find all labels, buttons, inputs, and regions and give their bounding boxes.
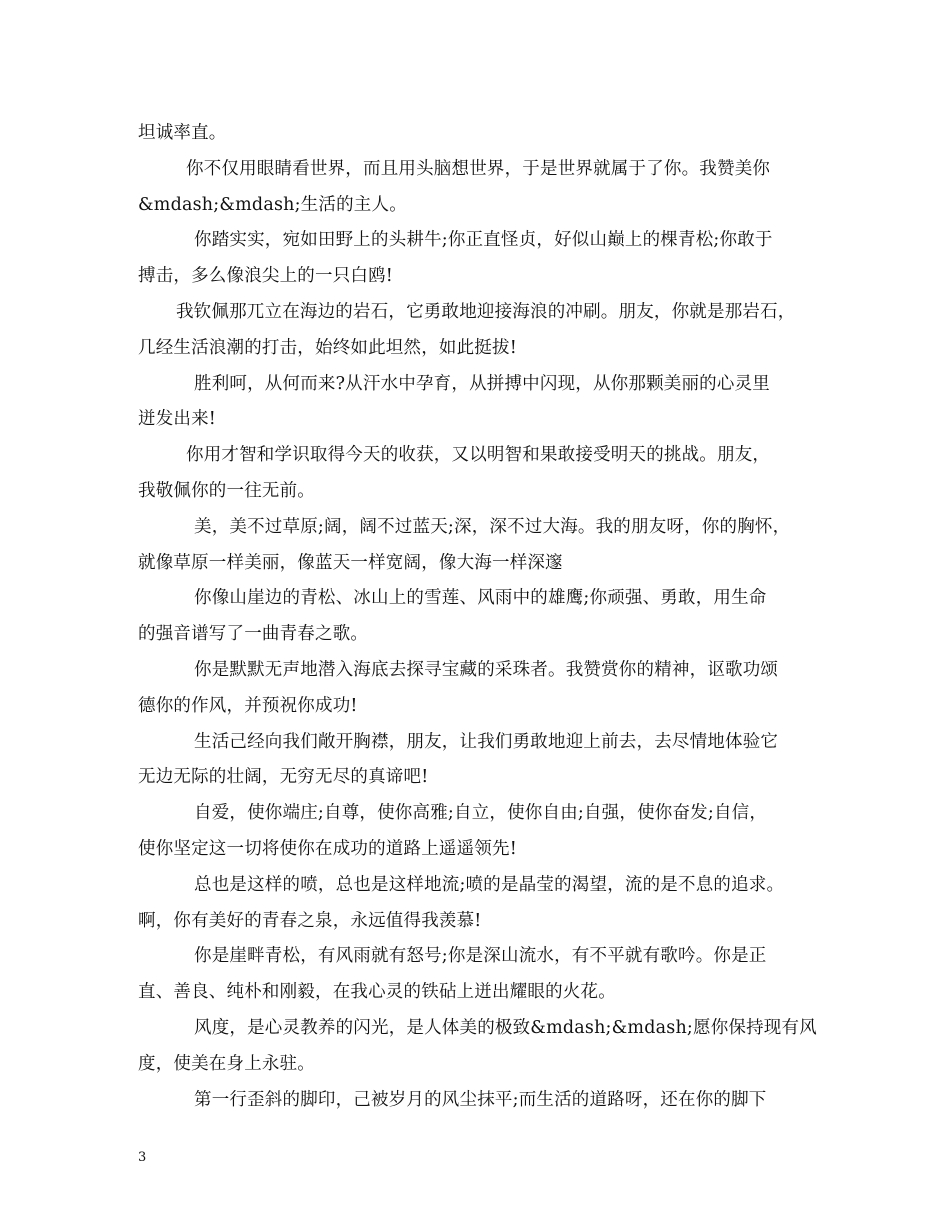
page-number: 3: [138, 1150, 147, 1165]
text-line: 搏击，多么像浪尖上的一只白鸥!: [138, 266, 394, 287]
text-line: 美，美不过草原;阔，阔不过蓝天;深，深不过大海。我的朋友呀，你的胸怀，: [194, 516, 791, 537]
text-line: 胜利呵，从何而来?从汗水中孕育，从拼搏中闪现，从你那颗美丽的心灵里: [194, 373, 770, 394]
text-line: 迸发出来!: [138, 409, 217, 430]
text-line: 你是默默无声地潜入海底去探寻宝藏的采珠者。我赞赏你的精神，讴歌功颂: [194, 659, 779, 680]
text-line: 坦诚率直。: [138, 123, 227, 143]
text-line: 的强音谱写了一曲青春之歌。: [138, 624, 369, 645]
text-line: 直、善良、纯朴和刚毅，在我心灵的铁砧上迸出耀眼的火花。: [138, 982, 616, 1003]
text-line: 度，使美在身上永驻。: [138, 1053, 315, 1074]
text-line: 风度，是心灵教养的闪光，是人体美的极致&mdash;&mdash;愿你保持现有风: [194, 1017, 817, 1038]
text-line: 你像山崖边的青松、冰山上的雪莲、风雨中的雄鹰;你顽强、勇敢，用生命: [194, 588, 767, 609]
text-line: 生活己经向我们敞开胸襟，朋友，让我们勇敢地迎上前去，去尽情地体验它: [194, 731, 779, 752]
text-line: 无边无际的壮阔，无穷无尽的真谛吧!: [138, 767, 429, 788]
text-line: 德你的作风，并预祝你成功!: [138, 695, 358, 716]
text-line: 你不仅用眼睛看世界，而且用头脑想世界，于是世界就属于了你。我赞美你: [186, 158, 771, 179]
text-line: 我敬佩你的一往无前。: [138, 480, 315, 501]
text-line: 你用才智和学识取得今天的收获，又以明智和果敢接受明天的挑战。朋友，: [186, 445, 771, 466]
text-line: 我钦佩那兀立在海边的岩石，它勇敢地迎接海浪的冲刷。朋友，你就是那岩石，: [176, 301, 796, 322]
text-line: 使你坚定这一切将使你在成功的道路上遥遥领先!: [138, 838, 517, 859]
text-line: 自爱，使你端庄;自尊，使你高雅;自立，使你自由;自强，使你奋发;自信，: [194, 803, 768, 824]
text-line: &mdash;&mdash;生活的主人。: [138, 194, 407, 215]
text-line: 你踏实实，宛如田野上的头耕牛;你正直怪贞，好似山巅上的棵青松;你敢于: [194, 230, 773, 251]
text-line: 几经生活浪潮的打击，始终如此坦然，如此挺拔!: [138, 337, 517, 358]
text-line: 啊，你有美好的青春之泉，永远值得我羡慕!: [138, 910, 482, 931]
text-line: 总也是这样的喷，总也是这样地流;喷的是晶莹的渴望，流的是不息的追求。: [194, 874, 785, 895]
text-line: 就像草原一样美丽，像蓝天一样宽阔，像大海一样深邃: [138, 552, 563, 573]
text-line: 第一行歪斜的脚印，己被岁月的风尘抹平;而生活的道路呀，还在你的脚下: [194, 1089, 767, 1110]
body-text: [138, 116, 818, 1118]
text-line: 你是崖畔青松，有风雨就有怒号;你是深山流水，有不平就有歌吟。你是正: [194, 946, 767, 967]
